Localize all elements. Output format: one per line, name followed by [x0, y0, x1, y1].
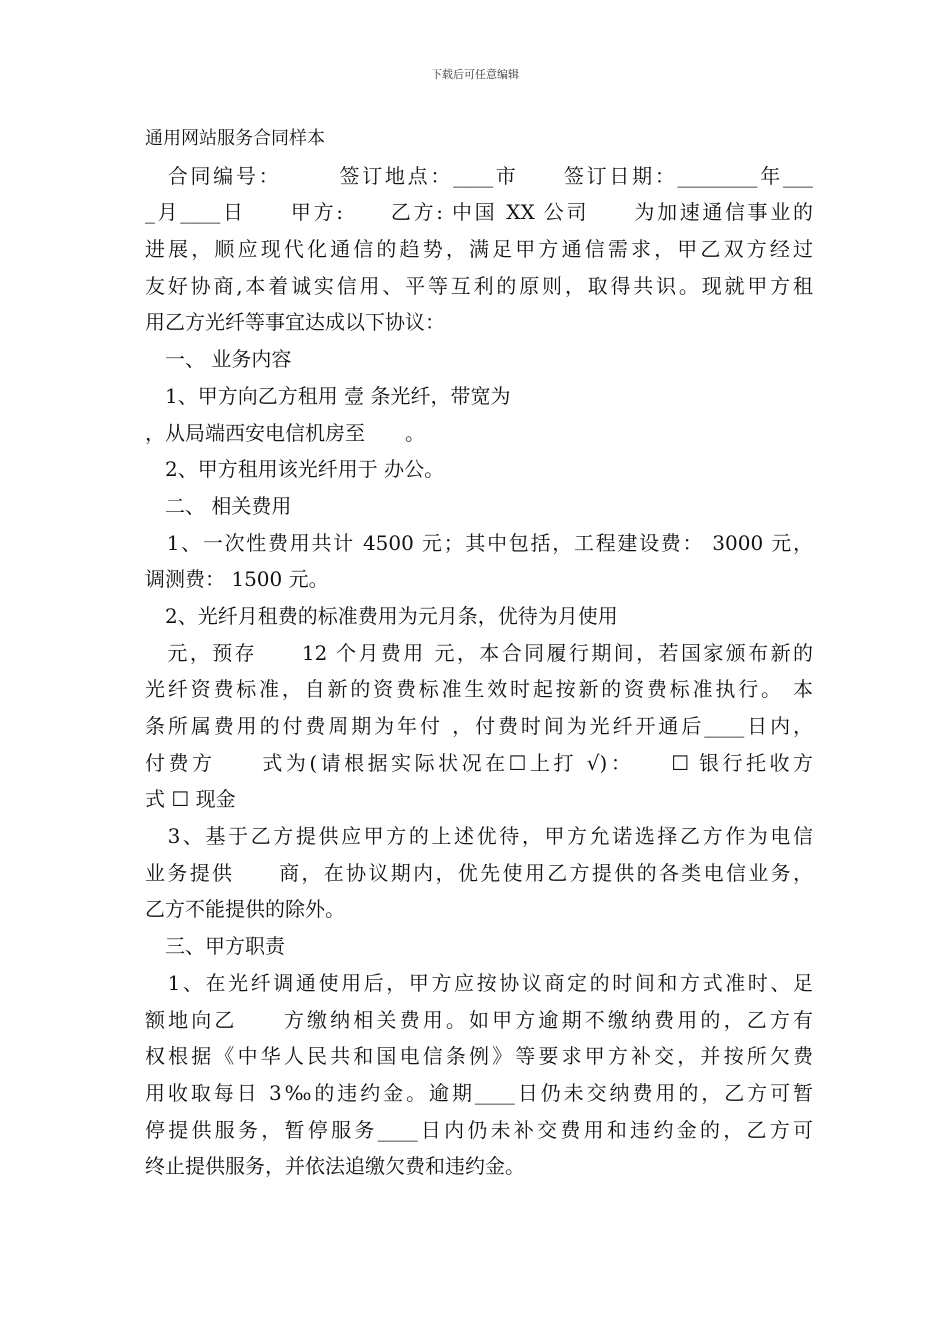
text-line: 1、在光纤调通使用后，甲方应按协议商定的时间和方式准时、足: [145, 970, 813, 995]
text-line: 二、 相关费用: [145, 493, 292, 518]
text-line: 合同编号： 签订地点：____市 签订日期：________年___: [145, 163, 813, 188]
text-line: 一、 业务内容: [145, 347, 292, 372]
text-line: 额地向乙 方缴纳相关费用。如甲方逾期不缴纳费用的，乙方有: [145, 1007, 813, 1032]
text-line: 式 ☐ 现金: [145, 787, 236, 812]
text-line: 友好协商,本着诚实信用、平等互利的原则，取得共识。现就甲方租: [145, 273, 813, 298]
text-line: 权根据《中华人民共和国电信条例》等要求甲方补交，并按所欠费: [145, 1044, 813, 1069]
text-line: 停提供服务，暂停服务____日内仍未补交费用和违约金的，乙方可: [145, 1117, 813, 1142]
text-line: 用收取每日 3‰的违约金。逾期____日仍未交纳费用的，乙方可暂: [145, 1080, 813, 1105]
text-line: 终止提供服务，并依法追缴欠费和违约金。: [145, 1154, 525, 1179]
text-line: 进展，顺应现代化通信的趋势，满足甲方通信需求，甲乙双方经过: [145, 237, 813, 262]
text-line: 光纤资费标准，自新的资费标准生效时起按新的资费标准执行。 本: [145, 677, 813, 702]
text-line: 3、基于乙方提供应甲方的上述优待，甲方允诺选择乙方作为电信: [145, 824, 813, 849]
text-line: 三、甲方职责: [145, 934, 285, 959]
text-line: ，从局端西安电信机房至 。: [145, 420, 425, 445]
text-line: _月____日 甲方: 乙方: 中国 XX 公司 为加速通信事业的: [145, 200, 813, 225]
text-line: 用乙方光纤等事宜达成以下协议：: [145, 310, 445, 335]
text-line: 业务提供 商，在协议期内，优先使用乙方提供的各类电信业务，: [145, 860, 813, 885]
text-line: 2、光纤月租费的标准费用为元月条，优待为月使用: [145, 603, 618, 628]
text-line: 1、甲方向乙方租用 壹 条光纤，带宽为: [145, 383, 511, 408]
text-line: 条所属费用的付费周期为年付 ，付费时间为光纤开通后____日内，: [145, 714, 813, 738]
text-line: 乙方不能提供的除外。: [145, 897, 345, 922]
text-line: 调测费： 1500 元。: [145, 567, 329, 592]
header-note: 下载后可任意编辑: [431, 68, 519, 81]
document-title: 通用网站服务合同样本: [145, 128, 325, 149]
text-line: 2、甲方租用该光纤用于 办公。: [145, 457, 445, 482]
document-body: [145, 121, 813, 1185]
text-line: 元，预存 12 个月费用 元，本合同履行期间，若国家颁布新的: [145, 640, 813, 665]
text-line: 付费方 式为(请根据实际状况在☐上打 √)： ☐ 银行托收方: [145, 750, 813, 775]
text-line: 1、一次性费用共计 4500 元；其中包括，工程建设费： 3000 元，: [145, 530, 813, 555]
